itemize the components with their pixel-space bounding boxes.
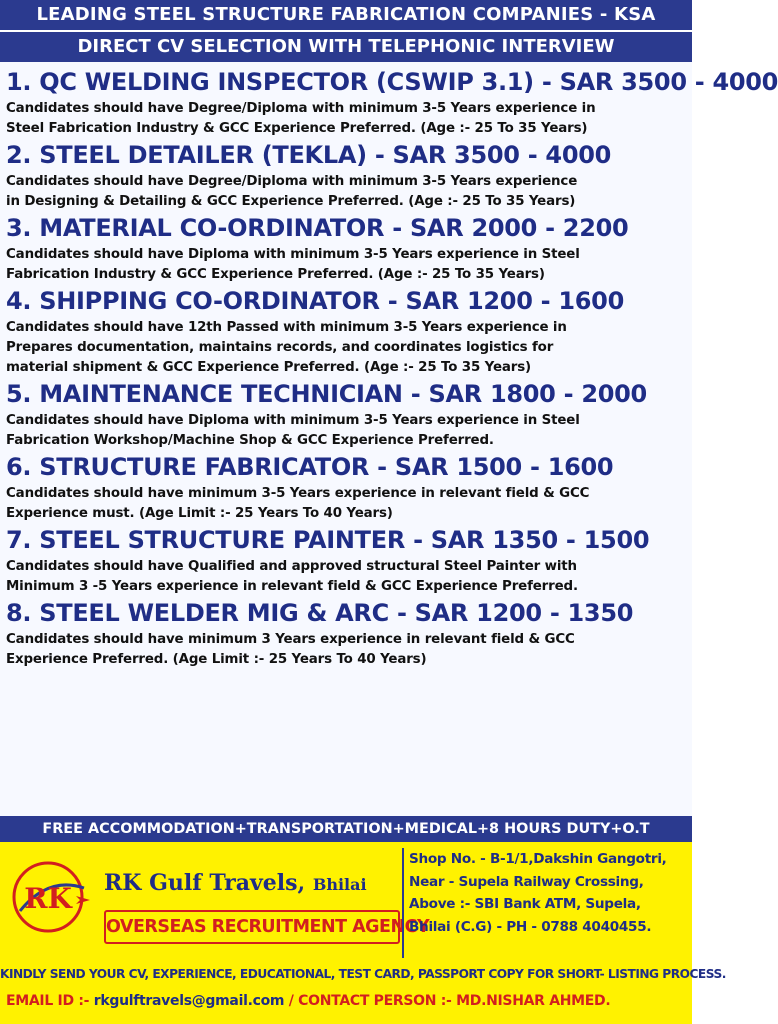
contact-person-label: / CONTACT PERSON :-	[288, 993, 452, 1009]
agency-city: Bhilai	[312, 875, 367, 894]
agency-address	[402, 848, 690, 958]
job-description-line: in Designing & Detailing & GCC Experience Preferred. (Age :- 25 To 35 Years)	[6, 194, 576, 209]
job-item	[6, 139, 686, 212]
job-title: 5. MAINTENANCE TECHNICIAN - SAR 1800 - 2000	[6, 380, 647, 408]
job-title: 6. STRUCTURE FABRICATOR - SAR 1500 - 1600	[6, 453, 614, 481]
job-title: 3. MATERIAL CO-ORDINATOR - SAR 2000 - 2200	[6, 214, 629, 242]
job-description-line: Candidates should have minimum 3 Years experience in relevant field & GCC	[6, 632, 575, 647]
agency-tagline: OVERSEAS RECRUITMENT AGENCY	[104, 910, 400, 944]
job-description-line: Steel Fabrication Industry & GCC Experience Preferred. (Age :- 25 To 35 Years)	[6, 121, 588, 136]
job-title: 7. STEEL STRUCTURE PAINTER - SAR 1350 - 1500	[6, 526, 650, 554]
job-item	[6, 597, 686, 670]
address-line: Near - Supela Railway Crossing,	[409, 873, 644, 890]
email-label: EMAIL ID :-	[6, 993, 90, 1009]
logo-text: RK	[24, 882, 72, 915]
job-item	[6, 212, 686, 285]
agency-logo-icon	[10, 856, 92, 938]
header-subtitle: DIRECT CV SELECTION WITH TELEPHONIC INTERVIEW	[0, 30, 692, 62]
job-description-line: Candidates should have minimum 3-5 Years experience in relevant field & GCC	[6, 486, 590, 501]
job-description-line: Experience must. (Age Limit :- 25 Years To 40 Years)	[6, 506, 393, 521]
benefits-banner: FREE ACCOMMODATION+TRANSPORTATION+MEDICAL+8 HOURS DUTY+O.T	[0, 816, 692, 842]
job-title: 2. STEEL DETAILER (TEKLA) - SAR 3500 - 4000	[6, 141, 612, 169]
address-line: Above :- SBI Bank ATM, Supela,	[409, 896, 641, 912]
job-description-line: material shipment & GCC Experience Preferred. (Age :- 25 To 35 Years)	[6, 360, 532, 375]
job-description-line: Minimum 3 -5 Years experience in relevant field & GCC Experience Preferred.	[6, 579, 578, 594]
job-title: 1. QC WELDING INSPECTOR (CSWIP 3.1) - SAR 3500 - 4000	[6, 68, 778, 96]
job-item	[6, 378, 686, 451]
job-description-line: Candidates should have Qualified and approved structural Steel Painter with	[6, 559, 577, 574]
agency-name-text: RK Gulf Travels,	[104, 870, 306, 896]
job-description-line: Candidates should have Diploma with minimum 3-5 Years experience in Steel	[6, 247, 580, 262]
job-description-line: Candidates should have Degree/Diploma with minimum 3-5 Years experience	[6, 174, 578, 189]
job-description-line: Fabrication Workshop/Machine Shop & GCC Experience Preferred.	[6, 433, 494, 448]
job-list	[0, 62, 778, 670]
contact-person: MD.NISHAR AHMED.	[456, 993, 611, 1009]
job-description-line: Candidates should have 12th Passed with minimum 3-5 Years experience in	[6, 320, 567, 335]
job-item	[6, 451, 686, 524]
address-line: Bhilai (C.G) - PH - 0788 4040455.	[409, 918, 652, 935]
contact-line	[6, 990, 688, 1012]
job-description-line: Candidates should have Degree/Diploma with minimum 3-5 Years experience in	[6, 101, 596, 116]
job-description-line: Experience Preferred. (Age Limit :- 25 Years To 40 Years)	[6, 652, 427, 667]
agency-footer	[0, 842, 726, 1024]
instructions: KINDLY SEND YOUR CV, EXPERIENCE, EDUCATIONAL, TEST CARD, PASSPORT COPY FOR SHORT- LISTING PROCESS.	[0, 967, 726, 981]
email-address[interactable]: rkgulftravels@gmail.com	[93, 993, 285, 1009]
job-item	[6, 285, 686, 378]
job-title: 4. SHIPPING CO-ORDINATOR - SAR 1200 - 1600	[6, 287, 624, 315]
header-title: LEADING STEEL STRUCTURE FABRICATION COMPANIES - KSA	[0, 0, 692, 30]
job-item	[6, 66, 778, 139]
address-line: Shop No. - B-1/1,Dakshin Gangotri,	[409, 851, 667, 867]
job-title: 8. STEEL WELDER MIG & ARC - SAR 1200 - 1350	[6, 599, 634, 627]
job-description-line: Prepares documentation, maintains records, and coordinates logistics for	[6, 340, 554, 355]
job-item	[6, 524, 686, 597]
agency-name	[104, 870, 367, 896]
job-description-line: Fabrication Industry & GCC Experience Preferred. (Age :- 25 To 35 Years)	[6, 267, 545, 282]
job-description-line: Candidates should have Diploma with minimum 3-5 Years experience in Steel	[6, 413, 580, 428]
